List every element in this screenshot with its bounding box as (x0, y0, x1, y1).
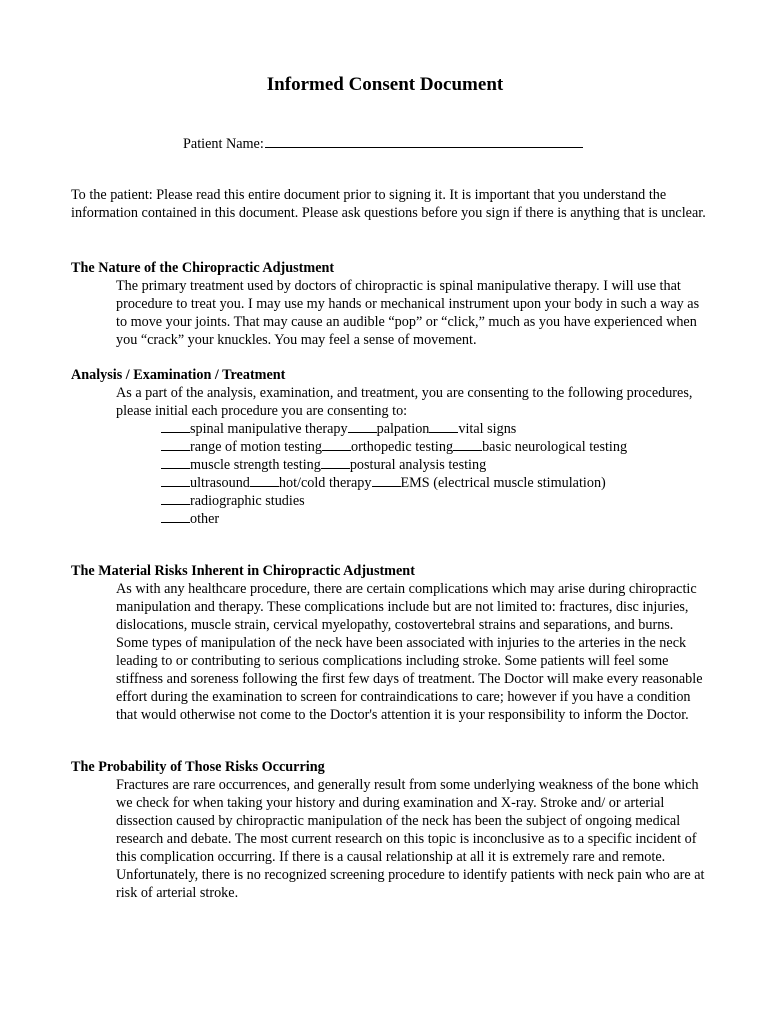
procedure-row (161, 420, 711, 438)
initial-blank[interactable] (161, 492, 190, 505)
initial-blank[interactable] (161, 420, 190, 433)
section-probability (71, 758, 711, 902)
section-heading: The Nature of the Chiropractic Adjustment (71, 260, 335, 276)
procedure-label: orthopedic testing (351, 439, 454, 455)
patient-name-label: Patient Name: (183, 136, 264, 152)
section-body: Fractures are rare occurrences, and generally result from some underlying weakness of the bone which we check for when taking your history and during examination and X-ray. Stroke and/ or arterial dissection caused by chiropractic manipulation of the neck has been the subject of ongoing medical research and debate. The most current research on this topic is inconclusive as to a specific incident of this complication occurring. If there is a causal relationship at all it is extremely rare and remote. Unfortunately, there is no recognized screening procedure to identify patients with neck pain who are at risk of arterial stroke. (116, 777, 705, 901)
initial-blank[interactable] (161, 510, 190, 523)
patient-name-field[interactable] (265, 133, 583, 148)
procedure-label: range of motion testing (190, 439, 322, 455)
section-heading: The Material Risks Inherent in Chiropractic Adjustment (71, 563, 415, 579)
procedure-row (161, 492, 711, 510)
initial-blank[interactable] (161, 456, 190, 469)
procedure-label: palpation (376, 421, 430, 437)
initial-blank[interactable] (161, 474, 190, 487)
initial-blank[interactable] (250, 474, 279, 487)
procedure-label: EMS (electrical muscle stimulation) (400, 475, 606, 491)
section-heading: Analysis / Examination / Treatment (71, 367, 286, 383)
initial-blank[interactable] (348, 420, 377, 433)
initial-blank[interactable] (322, 438, 351, 451)
initial-blank[interactable] (321, 456, 350, 469)
procedure-row (161, 456, 711, 474)
initial-blank[interactable] (372, 474, 401, 487)
procedure-label: other (190, 511, 220, 527)
initial-blank[interactable] (161, 438, 190, 451)
procedure-label: basic neurological testing (482, 439, 628, 455)
intro-paragraph: To the patient: Please read this entire document prior to signing it. It is important that you understand the information contained in this document. Please ask questions before you sign if there is anything that is unclear. (71, 187, 706, 221)
initial-blank[interactable] (429, 420, 458, 433)
section-nature (71, 259, 711, 349)
section-body: As a part of the analysis, examination, and treatment, you are consenting to the following procedures, please initial each procedure you are consenting to: (116, 385, 693, 419)
patient-name-row (183, 133, 583, 153)
procedure-label: postural analysis testing (349, 457, 487, 473)
section-heading: The Probability of Those Risks Occurring (71, 759, 325, 775)
section-body: The primary treatment used by doctors of chiropractic is spinal manipulative therapy. I will use that procedure to treat you. I may use my hands or mechanical instrument upon your body in such a way as to move your joints. That may cause an audible “pop” or “click,” much as you have experienced when you “crack” your knuckles. You may feel a sense of movement. (116, 278, 700, 348)
procedure-label: muscle strength testing (190, 457, 321, 473)
initial-blank[interactable] (453, 438, 482, 451)
document-title: Informed Consent Document (266, 74, 504, 95)
procedure-label: hot/cold therapy (278, 475, 372, 491)
section-material-risks (71, 562, 711, 724)
procedure-row (161, 510, 711, 528)
procedure-label: ultrasound (190, 475, 250, 491)
procedure-row (161, 438, 711, 456)
procedure-label: radiographic studies (190, 493, 305, 509)
procedure-row (161, 474, 711, 492)
section-body: As with any healthcare procedure, there are certain complications which may arise during chiropractic manipulation and therapy. These complications include but are not limited to: fractures, disc injuries, dislocations, muscle strain, cervical myelopathy, costovertebral strains and separations, and burns. Some types of manipulation of the neck have been associated with injuries to the arteries in the neck leading to or contributing to serious complications including stroke. Some patients will feel some stiffness and soreness following the first few days of treatment. The Doctor will make every reasonable effort during the examination to screen for contraindications to care; however if you have a condition that would otherwise not come to the Doctor's attention it is your responsibility to inform the Doctor. (116, 581, 703, 723)
section-analysis (71, 366, 711, 528)
procedure-list (161, 420, 711, 528)
procedure-label: spinal manipulative therapy (190, 421, 348, 437)
procedure-label: vital signs (458, 421, 517, 437)
